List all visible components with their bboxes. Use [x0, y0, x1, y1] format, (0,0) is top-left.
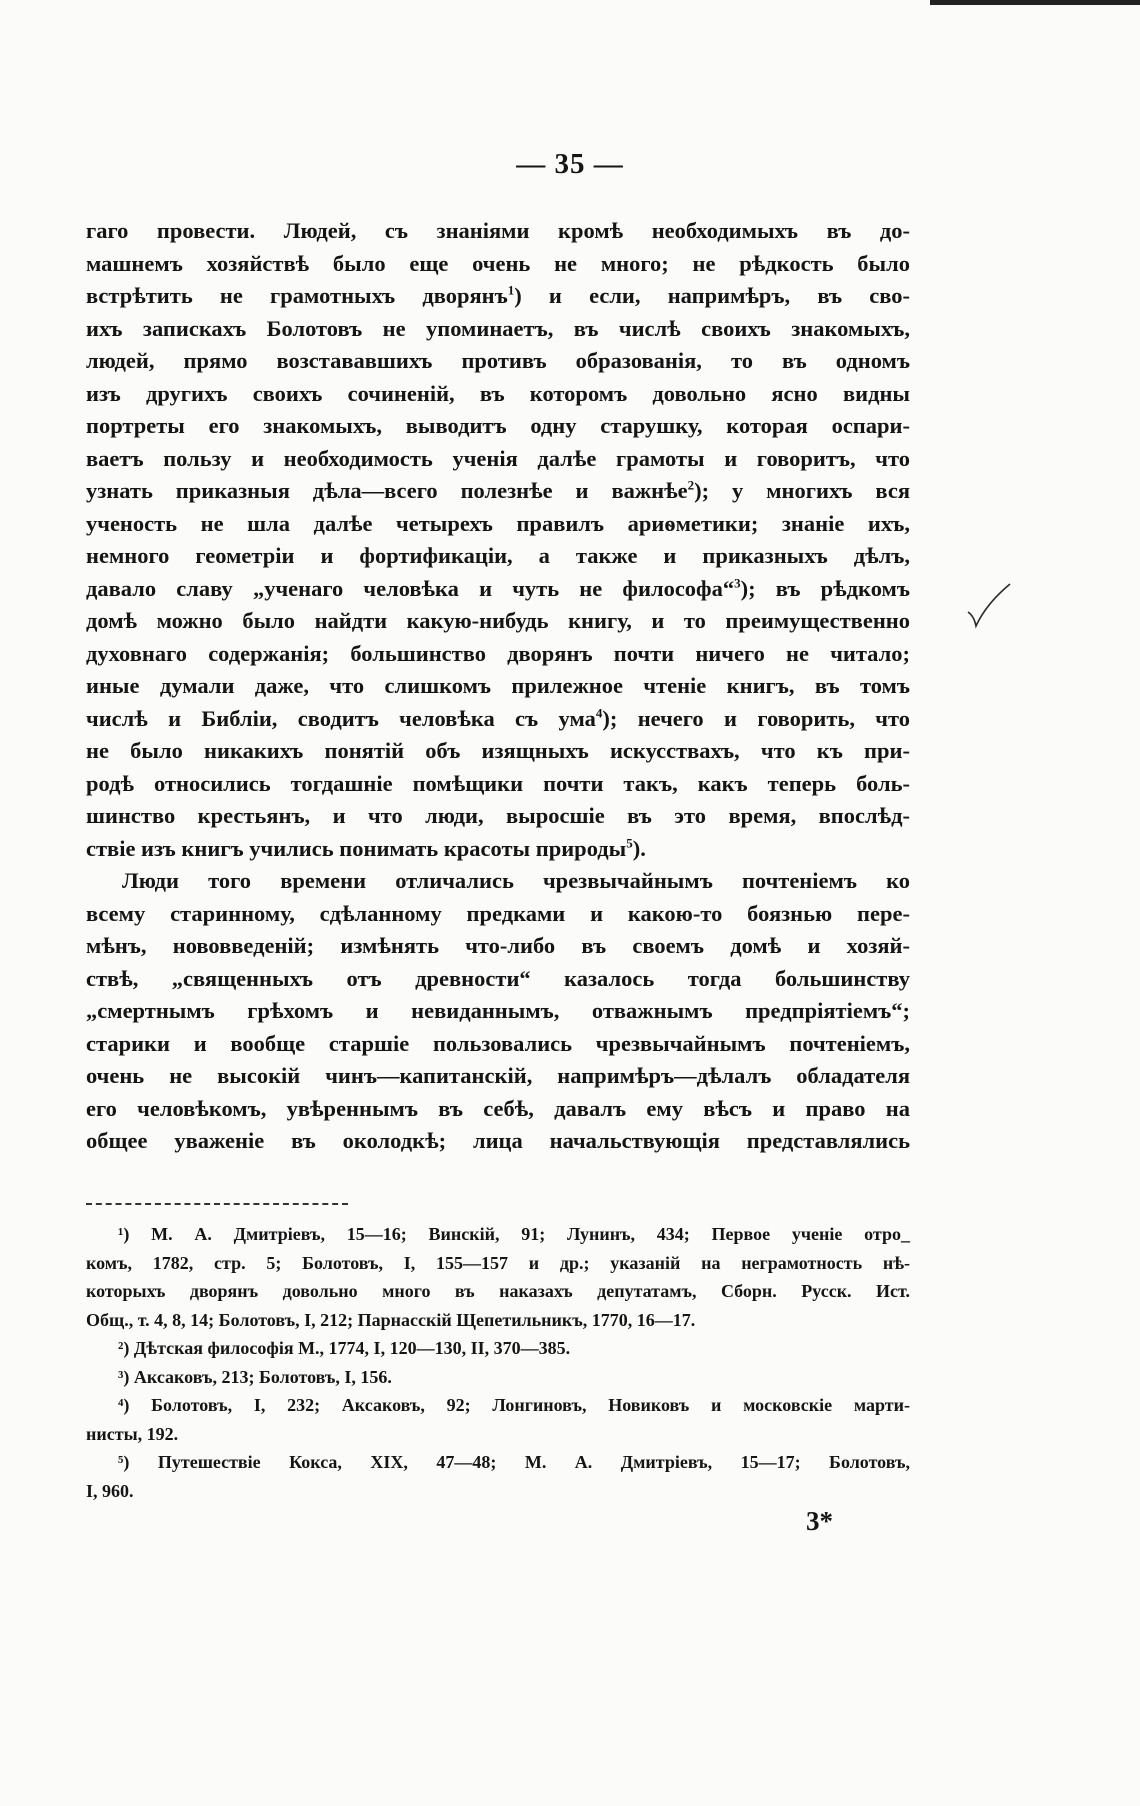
body-line-text: изъ другихъ своихъ сочиненій, въ которомъ довольно ясно видны: [86, 380, 910, 406]
footnote-reference: 4: [595, 705, 603, 720]
body-line-text: всему старинному, сдѣланному предками и какою-то боязнью пере-: [86, 900, 910, 926]
top-edge-rule: [930, 0, 1140, 5]
body-line: [86, 508, 910, 541]
footnote-line: [86, 1220, 910, 1249]
body-line: [86, 410, 910, 443]
footnote-line-text: комъ, 1782, стр. 5; Болотовъ, I, 155—157 и др.; указаній на неграмотность нѣ-: [86, 1252, 910, 1273]
footnote-line-text: Общ., т. 4, 8, 14; Болотовъ, I, 212; Парнасскій Щепетильникъ, 1770, 16—17.: [86, 1309, 696, 1330]
body-line-text: немного геометріи и фортификаціи, а также и приказныхъ дѣлъ,: [86, 543, 910, 568]
body-line: [86, 735, 910, 768]
body-line-text: ) и если, напримѣръ, въ сво-: [514, 283, 910, 308]
body-line: [86, 573, 910, 606]
body-line-text: ); у многихъ вся: [694, 478, 910, 503]
footnote-line-text: нисты, 192.: [86, 1423, 179, 1444]
body-line-text: ваетъ пользу и необходимость ученія далѣе грамоты и говоритъ, что: [86, 445, 910, 471]
body-line: [86, 345, 910, 378]
body-line-text: ); нечего и говорить, что: [602, 705, 911, 731]
footnote-line: [86, 1420, 910, 1449]
footnote-reference: 3: [734, 575, 741, 590]
body-line-text: портреты его знакомыхъ, выводитъ одну старушку, которая оспари-: [86, 413, 910, 438]
body-line: [86, 605, 910, 638]
body-line-text: давало славу „ученаго человѣка и чуть не философа“: [86, 575, 735, 601]
body-line-text: людей, прямо возстававшихъ противъ образованія, то въ одномъ: [86, 348, 910, 373]
body-line: [86, 670, 910, 703]
body-line-text: ихъ запискахъ Болотовъ не упоминаетъ, въ числѣ своихъ знакомыхъ,: [86, 315, 910, 341]
body-line-text: ).: [632, 835, 646, 861]
body-line: [86, 1125, 910, 1158]
body-line: [86, 930, 910, 963]
footnote-line-text: ²) Дѣтская философія М., 1774, I, 120—130, II, 370—385.: [118, 1338, 571, 1358]
footnote-line: [86, 1391, 910, 1420]
body-line: [86, 280, 910, 313]
body-line-text: мѣнъ, нововведеній; измѣнять что-либо въ своемъ домѣ и хозяй-: [86, 933, 910, 958]
footnote-line: [86, 1306, 910, 1335]
body-line: [86, 768, 910, 801]
body-line-text: не было никакихъ понятій объ изящныхъ искусствахъ, что къ при-: [86, 738, 910, 763]
body-line-text: его человѣкомъ, увѣреннымъ въ себѣ, давалъ ему вѣсъ и право на: [86, 1095, 910, 1121]
body-line-text: „смертнымъ грѣхомъ и невиданнымъ, отважнымъ предпріятіемъ“;: [86, 998, 910, 1023]
footnote-line-text: ¹) М. А. Дмитріевъ, 15—16; Винскій, 91; Лунинъ, 434; Первое ученіе отро_: [118, 1224, 910, 1244]
footnote-line: [86, 1477, 910, 1506]
body-line-text: очень не высокій чинъ—капитанскій, напримѣръ—дѣлалъ обладателя: [86, 1063, 910, 1088]
body-line: [86, 800, 910, 833]
body-line: [86, 1060, 910, 1093]
body-line: [86, 378, 910, 411]
body-line-text: машнемъ хозяйствѣ было еще очень не много; не рѣдкость было: [86, 250, 910, 276]
body-line: [86, 313, 910, 346]
body-line: [86, 540, 910, 573]
body-line-text: ствіе изъ книгъ учились понимать красоты природы: [86, 835, 627, 861]
body-line: [86, 995, 910, 1028]
body-line-text: Люди того времени отличались чрезвычайнымъ почтеніемъ ко: [122, 868, 910, 893]
footnote-line-text: ⁵) Путешествіе Кокса, XIX, 47—48; М. А. Дмитріевъ, 15—17; Болотовъ,: [118, 1452, 910, 1472]
footnote-line: [86, 1448, 910, 1477]
body-line-text: духовнаго содержанія; большинство дворянъ почти ничего не читало;: [86, 640, 910, 666]
body-line-text: старики и вообще старшіе пользовались чрезвычайнымъ почтеніемъ,: [86, 1030, 910, 1056]
body-line-text: узнать приказныя дѣла—всего полезнѣе и важнѣе: [86, 478, 688, 503]
body-line: [86, 963, 910, 996]
page-number: — 35 —: [516, 148, 624, 180]
footnote-line-text: ⁴) Болотовъ, I, 232; Аксаковъ, 92; Лонгиновъ, Новиковъ и московскіе марти-: [118, 1395, 910, 1415]
footnote-line-text: ³) Аксаковъ, 213; Болотовъ, I, 156.: [118, 1366, 392, 1387]
handwritten-checkmark: [966, 582, 1012, 634]
footnote-line-text: I, 960.: [86, 1480, 134, 1501]
body-line-text: гаго провести. Людей, съ знаніями кромѣ необходимыхъ въ до-: [86, 218, 910, 243]
body-line-text: ствѣ, „священныхъ отъ древности“ казалось тогда большинству: [86, 965, 910, 991]
footnote-line: [86, 1277, 910, 1306]
body-line-text: общее уваженіе въ околодкѣ; лица начальствующія представлялись: [86, 1128, 910, 1153]
body-line: [86, 215, 910, 248]
body-line-text: домѣ можно было найдти какую-нибудь книгу, и то преимущественно: [86, 608, 910, 633]
body-text: [86, 215, 910, 1158]
body-line: [86, 443, 910, 476]
body-line: [86, 248, 910, 281]
body-line: [86, 833, 910, 866]
footnote-reference: 2: [687, 477, 695, 493]
body-line: [86, 865, 910, 898]
footnote-line-text: которыхъ дворянъ довольно много въ наказахъ депутатамъ, Сборн. Русск. Ист.: [86, 1281, 910, 1301]
body-line: [86, 1028, 910, 1061]
body-line-text: числѣ и Библіи, сводитъ человѣка съ ума: [86, 705, 596, 731]
body-line: [86, 638, 910, 671]
body-line: [86, 475, 910, 508]
footnotes: [86, 1220, 910, 1505]
footnote-line: [86, 1363, 910, 1392]
footnote-reference: 5: [626, 835, 633, 850]
body-line-text: родѣ относились тогдашніе помѣщики почти такъ, какъ теперь боль-: [86, 770, 910, 796]
footnote-separator: [86, 1203, 348, 1205]
body-line-text: ); въ рѣдкомъ: [740, 575, 910, 601]
body-line-text: иные думали даже, что слишкомъ прилежное чтеніе книгъ, въ томъ: [86, 673, 910, 698]
footnote-reference: 1: [507, 282, 515, 298]
body-line: [86, 1093, 910, 1126]
body-line-text: ученость не шла далѣе четырехъ правилъ ариѳметики; знаніе ихъ,: [86, 510, 910, 536]
footnote-line: [86, 1249, 910, 1278]
body-line: [86, 898, 910, 931]
body-line-text: встрѣтить не грамотныхъ дворянъ: [86, 283, 508, 308]
body-line-text: шинство крестьянъ, и что люди, выросшіе въ это время, впослѣд-: [86, 803, 910, 828]
signature-mark: 3*: [806, 1506, 833, 1536]
footnote-line: [86, 1334, 910, 1363]
body-line: [86, 703, 910, 736]
